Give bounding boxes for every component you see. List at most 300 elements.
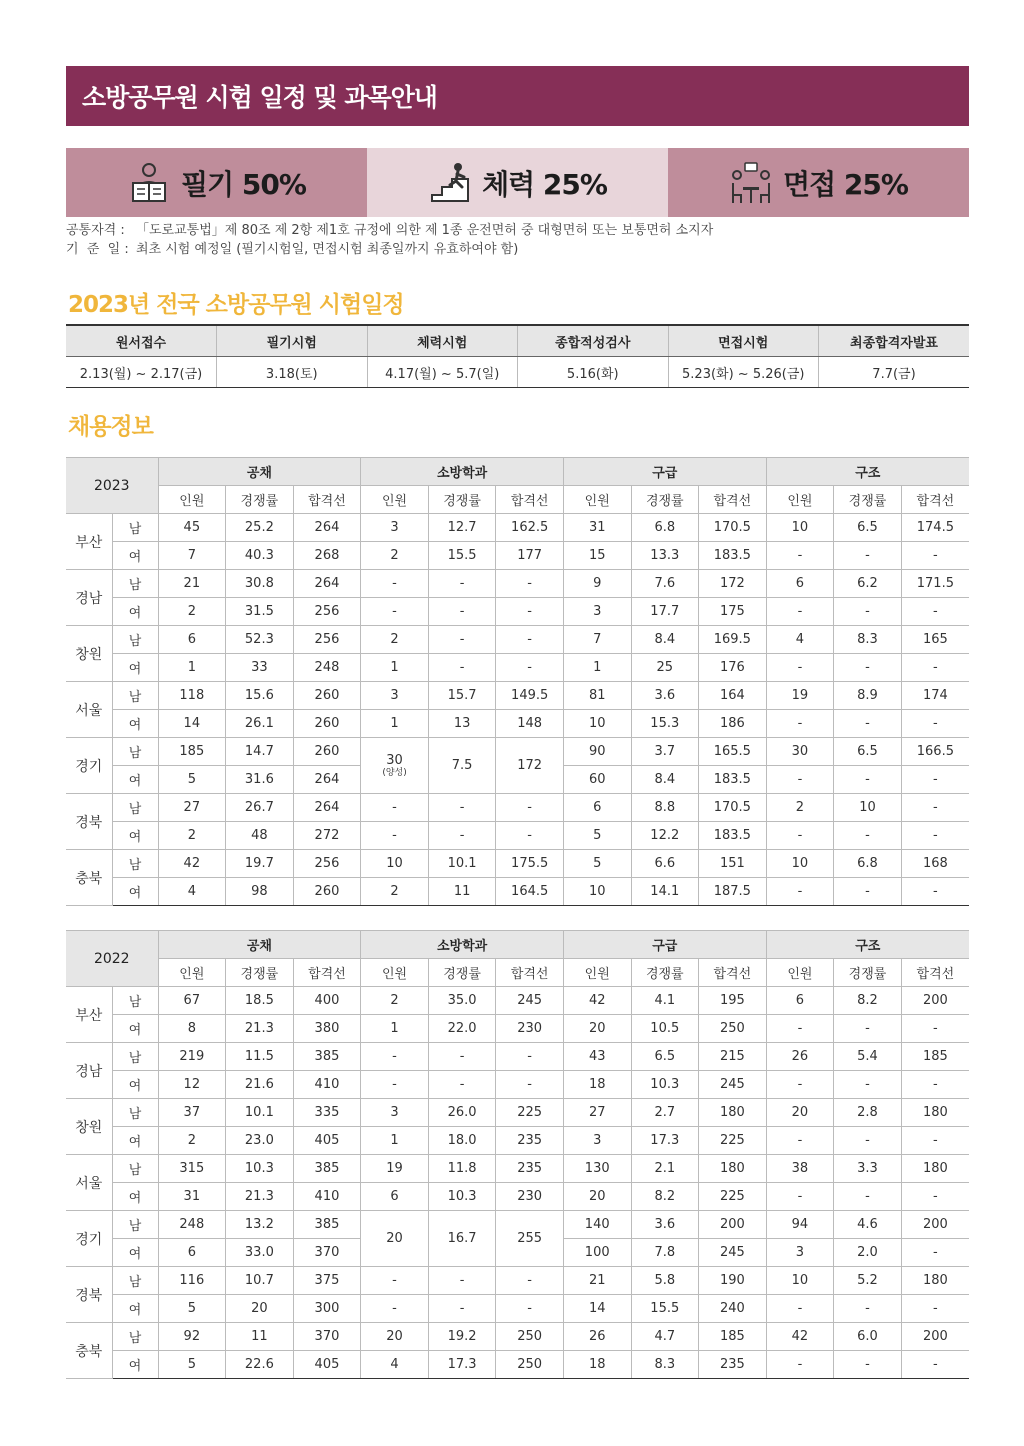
data-cell: 200 [901, 1323, 969, 1351]
region-label: 경남 [66, 570, 112, 626]
table-row [66, 1267, 969, 1295]
data-cell: 4 [361, 1351, 429, 1379]
data-cell: - [901, 794, 969, 822]
data-cell: 43 [563, 1043, 631, 1071]
data-cell: 400 [293, 987, 361, 1015]
region-label: 경북 [66, 794, 112, 850]
gender-label: 여 [112, 654, 158, 682]
data-cell: 20 [563, 1183, 631, 1211]
data-cell: - [496, 1267, 564, 1295]
data-cell: 245 [699, 1071, 767, 1099]
data-cell: 100 [563, 1239, 631, 1267]
group-header: 공채 [158, 931, 361, 959]
data-cell: - [834, 878, 902, 906]
data-cell: 219 [158, 1043, 226, 1071]
data-cell: - [361, 598, 429, 626]
data-cell: 10 [766, 1267, 834, 1295]
data-cell: 12.7 [428, 514, 496, 542]
weight-interview [668, 148, 969, 217]
data-cell: 260 [293, 682, 361, 710]
weight-label: 체력 25% [482, 167, 607, 201]
schedule-header-row [66, 325, 969, 357]
data-cell: 148 [496, 710, 564, 738]
data-cell: 7 [563, 626, 631, 654]
data-cell: 35.0 [428, 987, 496, 1015]
note-key: 공통자격 : [66, 223, 125, 238]
data-cell: 92 [158, 1323, 226, 1351]
gender-label: 여 [112, 1071, 158, 1099]
data-cell: 7.8 [631, 1239, 699, 1267]
table-row [66, 738, 969, 766]
data-cell: 174.5 [901, 514, 969, 542]
data-cell: 1 [361, 654, 429, 682]
gender-label: 여 [112, 710, 158, 738]
data-cell: 177 [496, 542, 564, 570]
schedule-header: 체력시험 [367, 325, 518, 357]
data-cell: 385 [293, 1211, 361, 1239]
group-header-row [66, 931, 969, 959]
data-cell: - [766, 1071, 834, 1099]
gender-label: 여 [112, 598, 158, 626]
data-cell: - [361, 822, 429, 850]
data-cell: 20 [766, 1099, 834, 1127]
data-cell: 215 [699, 1043, 767, 1071]
data-cell: - [766, 822, 834, 850]
hiring-heading: 채용정보 [68, 414, 153, 440]
sub-header-row [66, 959, 969, 987]
data-cell: 235 [496, 1127, 564, 1155]
data-cell: 13.3 [631, 542, 699, 570]
data-cell: 300 [293, 1295, 361, 1323]
data-cell: - [834, 1015, 902, 1043]
data-cell: 165 [901, 626, 969, 654]
data-cell: 8.3 [834, 626, 902, 654]
data-cell: - [901, 1351, 969, 1379]
group-header: 구급 [563, 931, 766, 959]
data-cell: 1 [158, 654, 226, 682]
data-cell: 130 [563, 1155, 631, 1183]
group-header: 구조 [766, 458, 969, 486]
data-cell: 6.2 [834, 570, 902, 598]
data-cell: 12.2 [631, 822, 699, 850]
data-cell: - [901, 1239, 969, 1267]
schedule-header: 원서접수 [66, 325, 217, 357]
data-cell: 260 [293, 878, 361, 906]
gender-label: 여 [112, 1183, 158, 1211]
data-cell: 230 [496, 1015, 564, 1043]
table-row [66, 1183, 969, 1211]
data-cell: 235 [496, 1155, 564, 1183]
region-label: 충북 [66, 850, 112, 906]
data-cell: 5 [563, 822, 631, 850]
gender-label: 남 [112, 682, 158, 710]
data-cell: 200 [901, 1211, 969, 1239]
data-cell: - [901, 598, 969, 626]
data-cell: 162.5 [496, 514, 564, 542]
data-cell: - [766, 1351, 834, 1379]
data-cell: - [361, 1267, 429, 1295]
data-cell: - [496, 654, 564, 682]
merged-value: 16.7 [447, 1231, 477, 1246]
merged-cell [361, 738, 429, 794]
gender-label: 여 [112, 766, 158, 794]
data-cell: 22.0 [428, 1015, 496, 1043]
note-base-date [66, 240, 713, 259]
data-cell: 81 [563, 682, 631, 710]
data-cell: 8.4 [631, 626, 699, 654]
data-cell: 370 [293, 1323, 361, 1351]
note-key: 기 준 일 : [66, 242, 129, 257]
data-cell: 170.5 [699, 514, 767, 542]
data-cell: - [901, 1183, 969, 1211]
data-cell: 164 [699, 682, 767, 710]
table-row [66, 1155, 969, 1183]
data-cell: 3 [361, 1099, 429, 1127]
schedule-header: 면접시험 [668, 325, 819, 357]
merged-note: (양성) [382, 768, 407, 778]
data-cell: 3.3 [834, 1155, 902, 1183]
data-cell: 25 [631, 654, 699, 682]
note-value: 최초 시험 예정일 (필기시험일, 면접시험 최종일까지 유효하여야 함) [136, 242, 519, 257]
data-cell: 26.1 [226, 710, 294, 738]
gender-label: 남 [112, 1323, 158, 1351]
data-cell: 180 [699, 1155, 767, 1183]
exam-weight-bar [66, 148, 969, 217]
table-row [66, 850, 969, 878]
table-row [66, 514, 969, 542]
data-cell: 183.5 [699, 542, 767, 570]
data-cell: 15 [563, 542, 631, 570]
data-cell: 2 [158, 1127, 226, 1155]
data-cell: 2 [361, 626, 429, 654]
gender-label: 남 [112, 850, 158, 878]
data-cell: 2 [361, 987, 429, 1015]
data-cell: 9 [563, 570, 631, 598]
table-row [66, 822, 969, 850]
data-cell: 15.7 [428, 682, 496, 710]
data-cell: 23.0 [226, 1127, 294, 1155]
data-cell: 183.5 [699, 822, 767, 850]
data-cell: 5 [158, 1295, 226, 1323]
book-reader-icon [127, 161, 171, 205]
merged-value: 7.5 [451, 758, 473, 773]
table-row [66, 1323, 969, 1351]
data-cell: 6 [361, 1183, 429, 1211]
data-cell: 190 [699, 1267, 767, 1295]
data-cell: 260 [293, 710, 361, 738]
data-cell: - [834, 1351, 902, 1379]
merged-value: 172 [517, 758, 543, 773]
data-cell: - [361, 570, 429, 598]
data-cell: 10.3 [631, 1071, 699, 1099]
data-cell: 90 [563, 738, 631, 766]
data-cell: 118 [158, 682, 226, 710]
data-cell: 6 [158, 1239, 226, 1267]
data-cell: - [834, 1183, 902, 1211]
data-cell: 235 [699, 1351, 767, 1379]
data-cell: 230 [496, 1183, 564, 1211]
data-cell: 225 [699, 1127, 767, 1155]
data-cell: 17.3 [428, 1351, 496, 1379]
data-cell: 15.6 [226, 682, 294, 710]
gender-label: 남 [112, 626, 158, 654]
data-cell: 21 [563, 1267, 631, 1295]
data-cell: 260 [293, 738, 361, 766]
schedule-header: 필기시험 [217, 325, 368, 357]
data-cell: - [766, 654, 834, 682]
table-row [66, 794, 969, 822]
weight-written [66, 148, 367, 217]
merged-cell [496, 738, 564, 794]
data-cell: - [766, 1183, 834, 1211]
data-cell: 2 [158, 598, 226, 626]
data-cell: 4.6 [834, 1211, 902, 1239]
data-cell: 11 [226, 1323, 294, 1351]
sub-header: 합격선 [699, 486, 767, 514]
data-cell: - [834, 598, 902, 626]
region-label: 경북 [66, 1267, 112, 1323]
group-header: 소방학과 [361, 458, 564, 486]
data-cell: 38 [766, 1155, 834, 1183]
data-cell: 168 [901, 850, 969, 878]
data-cell: 250 [699, 1015, 767, 1043]
region-label: 서울 [66, 682, 112, 738]
group-header: 구급 [563, 458, 766, 486]
data-cell: 180 [901, 1267, 969, 1295]
data-cell: 248 [293, 654, 361, 682]
schedule-value: 2.13(월) ~ 2.17(금) [66, 357, 217, 388]
data-cell: - [428, 1295, 496, 1323]
data-cell: 3 [766, 1239, 834, 1267]
hiring-table-2023 [66, 457, 969, 906]
data-cell: 3.6 [631, 1211, 699, 1239]
table-row [66, 598, 969, 626]
data-cell: 1 [361, 1015, 429, 1043]
data-cell: 19.7 [226, 850, 294, 878]
data-cell: 3 [361, 682, 429, 710]
data-cell: 245 [496, 987, 564, 1015]
data-cell: - [496, 626, 564, 654]
data-cell: 245 [699, 1239, 767, 1267]
data-cell: 165.5 [699, 738, 767, 766]
data-cell: 180 [901, 1099, 969, 1127]
data-cell: - [901, 822, 969, 850]
data-cell: 10 [766, 514, 834, 542]
data-cell: - [766, 710, 834, 738]
data-cell: 2 [158, 822, 226, 850]
data-cell: 2.7 [631, 1099, 699, 1127]
data-cell: - [901, 710, 969, 738]
table-row [66, 1351, 969, 1379]
data-cell: 21.3 [226, 1183, 294, 1211]
data-cell: - [766, 1015, 834, 1043]
data-cell: 186 [699, 710, 767, 738]
data-cell: - [834, 654, 902, 682]
data-cell: 151 [699, 850, 767, 878]
data-cell: 42 [563, 987, 631, 1015]
table-row [66, 570, 969, 598]
data-cell: 385 [293, 1043, 361, 1071]
data-cell: - [361, 1295, 429, 1323]
data-cell: 3 [361, 514, 429, 542]
table-row [66, 626, 969, 654]
data-cell: 14.7 [226, 738, 294, 766]
data-cell: 1 [361, 1127, 429, 1155]
data-cell: 1 [563, 654, 631, 682]
data-cell: - [834, 710, 902, 738]
merged-cell [496, 1211, 564, 1267]
data-cell: 11 [428, 878, 496, 906]
data-cell: 6.5 [631, 1043, 699, 1071]
data-cell: 7.6 [631, 570, 699, 598]
sub-header: 경쟁률 [834, 959, 902, 987]
data-cell: 8.2 [834, 987, 902, 1015]
table-row [66, 710, 969, 738]
merged-cell [361, 1211, 429, 1267]
gender-label: 여 [112, 1239, 158, 1267]
data-cell: 20 [563, 1015, 631, 1043]
data-cell: 3 [563, 598, 631, 626]
data-cell: 6.8 [834, 850, 902, 878]
data-cell: 256 [293, 626, 361, 654]
data-cell: 185 [158, 738, 226, 766]
sub-header: 경쟁률 [428, 959, 496, 987]
data-cell: 10.1 [226, 1099, 294, 1127]
data-cell: 5 [158, 766, 226, 794]
schedule-table [66, 324, 969, 388]
data-cell: 2 [361, 542, 429, 570]
data-cell: 18.5 [226, 987, 294, 1015]
data-cell: 12 [158, 1071, 226, 1099]
data-cell: - [361, 1043, 429, 1071]
data-cell: 21.6 [226, 1071, 294, 1099]
data-cell: 256 [293, 598, 361, 626]
eligibility-notes [66, 221, 713, 259]
data-cell: 6 [766, 987, 834, 1015]
gender-label: 여 [112, 1015, 158, 1043]
data-cell: 2.8 [834, 1099, 902, 1127]
data-cell: 26 [563, 1323, 631, 1351]
table-row [66, 1015, 969, 1043]
data-cell: 15.5 [631, 1295, 699, 1323]
data-cell: - [428, 1071, 496, 1099]
data-cell: 8 [158, 1015, 226, 1043]
data-cell: - [496, 822, 564, 850]
data-cell: - [766, 542, 834, 570]
schedule-value: 5.23(화) ~ 5.26(금) [668, 357, 819, 388]
data-cell: 166.5 [901, 738, 969, 766]
sub-header: 경쟁률 [226, 486, 294, 514]
data-cell: - [496, 794, 564, 822]
data-cell: 42 [766, 1323, 834, 1351]
data-cell: 10 [361, 850, 429, 878]
data-cell: 31 [563, 514, 631, 542]
data-cell: 380 [293, 1015, 361, 1043]
data-cell: 10.3 [428, 1183, 496, 1211]
data-cell: 410 [293, 1071, 361, 1099]
data-cell: 14 [563, 1295, 631, 1323]
table-row [66, 654, 969, 682]
data-cell: 19 [766, 682, 834, 710]
data-cell: 20 [361, 1323, 429, 1351]
note-qualification [66, 221, 713, 240]
sub-header: 경쟁률 [631, 486, 699, 514]
data-cell: 4 [158, 878, 226, 906]
data-cell: 10 [834, 794, 902, 822]
gender-label: 남 [112, 570, 158, 598]
data-cell: - [766, 766, 834, 794]
data-cell: 10.5 [631, 1015, 699, 1043]
table-row [66, 1295, 969, 1323]
region-label: 창원 [66, 626, 112, 682]
data-cell: - [496, 1043, 564, 1071]
data-cell: 27 [158, 794, 226, 822]
data-cell: - [901, 1071, 969, 1099]
data-cell: 264 [293, 794, 361, 822]
gender-label: 남 [112, 1211, 158, 1239]
data-cell: - [901, 1015, 969, 1043]
stair-climber-icon [428, 161, 472, 205]
data-cell: 180 [699, 1099, 767, 1127]
data-cell: - [496, 598, 564, 626]
data-cell: - [766, 1295, 834, 1323]
merged-cell [428, 738, 496, 794]
gender-label: 남 [112, 1043, 158, 1071]
data-cell: 174 [901, 682, 969, 710]
sub-header: 합격선 [293, 486, 361, 514]
data-cell: - [496, 570, 564, 598]
data-cell: 7 [158, 542, 226, 570]
data-cell: 149.5 [496, 682, 564, 710]
year-label: 2023 [66, 458, 158, 514]
data-cell: 3.7 [631, 738, 699, 766]
page-title: 소방공무원 시험 일정 및 과목안내 [66, 66, 969, 126]
data-cell: 8.2 [631, 1183, 699, 1211]
data-cell: 31 [158, 1183, 226, 1211]
data-cell: 240 [699, 1295, 767, 1323]
data-cell: 315 [158, 1155, 226, 1183]
data-cell: 6 [766, 570, 834, 598]
gender-label: 남 [112, 514, 158, 542]
data-cell: 264 [293, 514, 361, 542]
sub-header: 인원 [361, 486, 429, 514]
data-cell: - [901, 1127, 969, 1155]
data-cell: 10 [563, 878, 631, 906]
region-label: 창원 [66, 1099, 112, 1155]
data-cell: - [361, 794, 429, 822]
data-cell: 8.3 [631, 1351, 699, 1379]
data-cell: 67 [158, 987, 226, 1015]
data-cell: 17.3 [631, 1127, 699, 1155]
data-cell: 195 [699, 987, 767, 1015]
schedule-header: 최종합격자발표 [819, 325, 970, 357]
data-cell: 48 [226, 822, 294, 850]
data-cell: 31.6 [226, 766, 294, 794]
data-cell: 2 [361, 878, 429, 906]
data-cell: - [428, 1267, 496, 1295]
data-cell: 180 [901, 1155, 969, 1183]
data-cell: 4 [766, 626, 834, 654]
data-cell: 98 [226, 878, 294, 906]
data-cell: 385 [293, 1155, 361, 1183]
table-row [66, 1071, 969, 1099]
merged-cell [428, 1211, 496, 1267]
data-cell: 405 [293, 1127, 361, 1155]
sub-header: 합격선 [901, 486, 969, 514]
data-cell: 185 [901, 1043, 969, 1071]
table-row [66, 1127, 969, 1155]
data-cell: 18.0 [428, 1127, 496, 1155]
